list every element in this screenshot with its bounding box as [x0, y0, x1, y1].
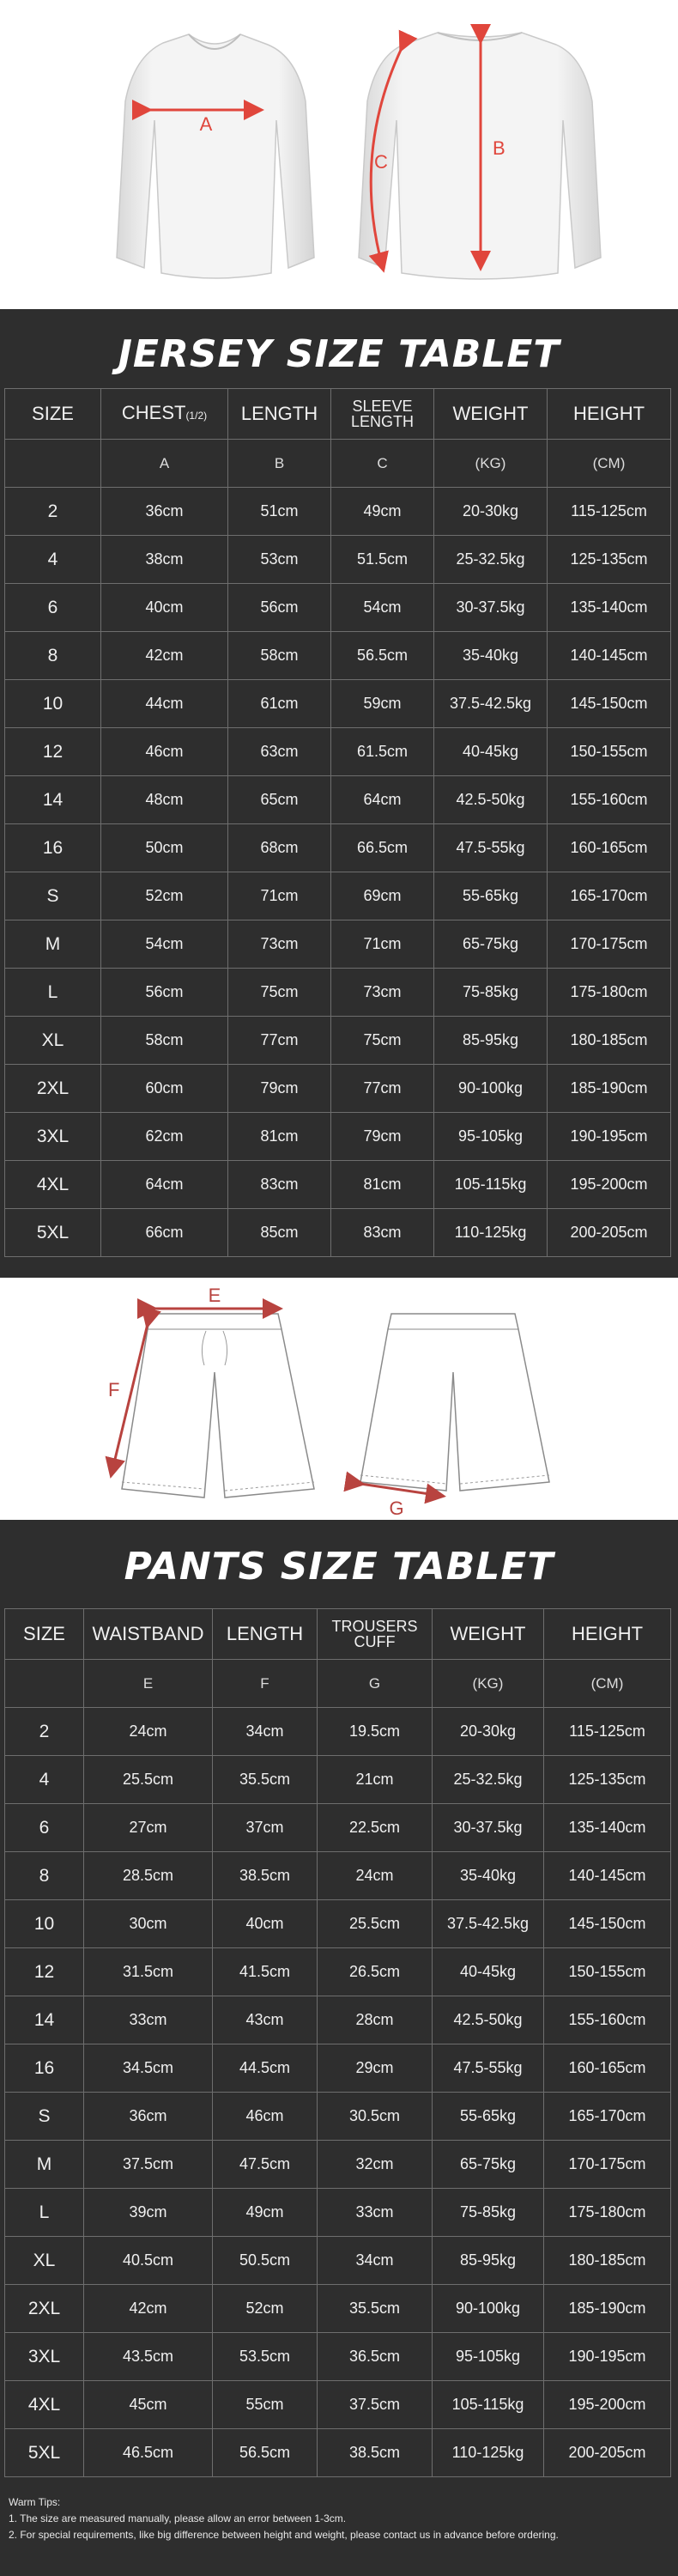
value-cell-c3: 49cm [331, 488, 434, 536]
table-row [5, 920, 671, 969]
value-cell-height: 145-150cm [544, 1900, 671, 1948]
value-cell-weight: 65-75kg [433, 2141, 544, 2189]
measure-f-label: F [108, 1379, 120, 1400]
header-length: LENGTH [228, 389, 331, 440]
value-cell-c1: 31.5cm [84, 1948, 213, 1996]
table-row [5, 2044, 671, 2093]
size-cell: 12 [5, 728, 101, 776]
value-cell-c1: 24cm [84, 1708, 213, 1756]
value-cell-c3: 51.5cm [331, 536, 434, 584]
value-cell-height: 200-205cm [548, 1209, 671, 1257]
size-cell: 14 [5, 1996, 84, 2044]
value-cell-weight: 55-65kg [434, 872, 548, 920]
table-row [5, 1065, 671, 1113]
size-cell: 3XL [5, 2333, 84, 2381]
value-cell-height: 160-165cm [544, 2044, 671, 2093]
value-cell-weight: 30-37.5kg [434, 584, 548, 632]
value-cell-weight: 85-95kg [433, 2237, 544, 2285]
table-row [5, 1708, 671, 1756]
pants-front [122, 1314, 314, 1498]
value-cell-c2: 49cm [213, 2189, 318, 2237]
size-cell: 2XL [5, 1065, 101, 1113]
value-cell-c2: 35.5cm [213, 1756, 318, 1804]
table-row [5, 2285, 671, 2333]
value-cell-weight: 110-125kg [433, 2429, 544, 2477]
value-cell-c2: 65cm [228, 776, 331, 824]
size-cell: 4XL [5, 2381, 84, 2429]
value-cell-c1: 52cm [101, 872, 228, 920]
table-row [5, 680, 671, 728]
tips-heading: Warm Tips: [9, 2496, 61, 2508]
value-cell-c1: 50cm [101, 824, 228, 872]
value-cell-height: 155-160cm [548, 776, 671, 824]
size-cell: L [5, 969, 101, 1017]
value-cell-weight: 20-30kg [434, 488, 548, 536]
table-row [5, 728, 671, 776]
value-cell-c2: 77cm [228, 1017, 331, 1065]
size-cell: XL [5, 1017, 101, 1065]
value-cell-height: 190-195cm [544, 2333, 671, 2381]
header-height: HEIGHT [544, 1609, 671, 1660]
size-cell: 2XL [5, 2285, 84, 2333]
tip-item: 1. The size are measured manually, please allow an error between 1-3cm. [9, 2512, 347, 2524]
value-cell-c3: 71cm [331, 920, 434, 969]
value-cell-c2: 43cm [213, 1996, 318, 2044]
value-cell-c2: 41.5cm [213, 1948, 318, 1996]
value-cell-c1: 42cm [101, 632, 228, 680]
value-cell-c3: 34cm [318, 2237, 433, 2285]
value-cell-height: 135-140cm [544, 1804, 671, 1852]
value-cell-c1: 40.5cm [84, 2237, 213, 2285]
measure-c-label: C [374, 151, 388, 173]
table-row [5, 632, 671, 680]
header-cuff-line2: CUFF [354, 1633, 396, 1650]
table-header-row [5, 1609, 671, 1660]
value-cell-c3: 28cm [318, 1996, 433, 2044]
table-row [5, 1756, 671, 1804]
value-cell-height: 185-190cm [544, 2285, 671, 2333]
value-cell-c1: 42cm [84, 2285, 213, 2333]
value-cell-c3: 32cm [318, 2141, 433, 2189]
value-cell-height: 170-175cm [544, 2141, 671, 2189]
table-row [5, 584, 671, 632]
value-cell-c3: 81cm [331, 1161, 434, 1209]
value-cell-c3: 77cm [331, 1065, 434, 1113]
value-cell-height: 180-185cm [544, 2237, 671, 2285]
letter-cell: C [331, 440, 434, 488]
pants-table-title: PANTS SIZE TABLET [124, 1545, 554, 1589]
value-cell-height: 125-135cm [548, 536, 671, 584]
table-row [5, 1804, 671, 1852]
value-cell-c3: 54cm [331, 584, 434, 632]
value-cell-c2: 56.5cm [213, 2429, 318, 2477]
size-cell: XL [5, 2237, 84, 2285]
value-cell-height: 115-125cm [544, 1708, 671, 1756]
value-cell-c2: 53.5cm [213, 2333, 318, 2381]
value-cell-c3: 35.5cm [318, 2285, 433, 2333]
value-cell-weight: 25-32.5kg [433, 1756, 544, 1804]
value-cell-c1: 62cm [101, 1113, 228, 1161]
header-trousers-cuff [318, 1609, 433, 1660]
table-row [5, 2189, 671, 2237]
value-cell-c2: 68cm [228, 824, 331, 872]
value-cell-c3: 79cm [331, 1113, 434, 1161]
value-cell-weight: 42.5-50kg [434, 776, 548, 824]
jersey-size-panel [0, 309, 678, 1278]
size-cell: 5XL [5, 2429, 84, 2477]
value-cell-weight: 35-40kg [434, 632, 548, 680]
table-row [5, 1996, 671, 2044]
header-sleeve-line2: LENGTH [350, 413, 414, 430]
size-cell: 6 [5, 1804, 84, 1852]
value-cell-c2: 46cm [213, 2093, 318, 2141]
value-cell-c2: 37cm [213, 1804, 318, 1852]
header-chest-label: CHEST [121, 401, 186, 423]
value-cell-c3: 69cm [331, 872, 434, 920]
header-weight: WEIGHT [433, 1609, 544, 1660]
value-cell-height: 185-190cm [548, 1065, 671, 1113]
value-cell-weight: 47.5-55kg [434, 824, 548, 872]
value-cell-c3: 26.5cm [318, 1948, 433, 1996]
value-cell-c1: 44cm [101, 680, 228, 728]
table-row [5, 536, 671, 584]
value-cell-weight: 105-115kg [434, 1161, 548, 1209]
value-cell-weight: 95-105kg [433, 2333, 544, 2381]
value-cell-weight: 90-100kg [433, 2285, 544, 2333]
value-cell-c2: 38.5cm [213, 1852, 318, 1900]
value-cell-c3: 83cm [331, 1209, 434, 1257]
value-cell-c2: 58cm [228, 632, 331, 680]
value-cell-weight: 42.5-50kg [433, 1996, 544, 2044]
value-cell-c3: 30.5cm [318, 2093, 433, 2141]
table-row [5, 1161, 671, 1209]
value-cell-height: 115-125cm [548, 488, 671, 536]
value-cell-c2: 56cm [228, 584, 331, 632]
table-row [5, 2093, 671, 2141]
jersey-illustration [0, 0, 678, 309]
value-cell-c1: 48cm [101, 776, 228, 824]
value-cell-height: 150-155cm [544, 1948, 671, 1996]
value-cell-c2: 44.5cm [213, 2044, 318, 2093]
value-cell-c1: 60cm [101, 1065, 228, 1113]
value-cell-c3: 66.5cm [331, 824, 434, 872]
header-waistband: WAISTBAND [84, 1609, 213, 1660]
letter-cell [5, 1660, 84, 1708]
value-cell-c2: 75cm [228, 969, 331, 1017]
value-cell-c2: 40cm [213, 1900, 318, 1948]
value-cell-height: 190-195cm [548, 1113, 671, 1161]
value-cell-weight: 37.5-42.5kg [434, 680, 548, 728]
header-length: LENGTH [213, 1609, 318, 1660]
value-cell-weight: 40-45kg [433, 1948, 544, 1996]
value-cell-c1: 27cm [84, 1804, 213, 1852]
value-cell-c2: 73cm [228, 920, 331, 969]
value-cell-weight: 110-125kg [434, 1209, 548, 1257]
header-chest-sub: (1/2) [185, 409, 208, 422]
warm-tips [9, 2494, 669, 2543]
value-cell-weight: 35-40kg [433, 1852, 544, 1900]
table-row [5, 1900, 671, 1948]
size-cell: 3XL [5, 1113, 101, 1161]
value-cell-c2: 63cm [228, 728, 331, 776]
value-cell-c3: 73cm [331, 969, 434, 1017]
value-cell-weight: 25-32.5kg [434, 536, 548, 584]
pants-diagram [0, 1278, 678, 1520]
table-row [5, 1948, 671, 1996]
value-cell-height: 180-185cm [548, 1017, 671, 1065]
value-cell-height: 195-200cm [548, 1161, 671, 1209]
header-weight: WEIGHT [434, 389, 548, 440]
value-cell-weight: 90-100kg [434, 1065, 548, 1113]
value-cell-c3: 37.5cm [318, 2381, 433, 2429]
pants-back [360, 1314, 549, 1491]
value-cell-height: 195-200cm [544, 2381, 671, 2429]
letter-cell [5, 440, 101, 488]
letter-cell: G [318, 1660, 433, 1708]
value-cell-height: 145-150cm [548, 680, 671, 728]
value-cell-height: 150-155cm [548, 728, 671, 776]
value-cell-c1: 46.5cm [84, 2429, 213, 2477]
value-cell-height: 135-140cm [548, 584, 671, 632]
value-cell-c2: 55cm [213, 2381, 318, 2429]
value-cell-weight: 75-85kg [433, 2189, 544, 2237]
value-cell-height: 160-165cm [548, 824, 671, 872]
value-cell-c3: 36.5cm [318, 2333, 433, 2381]
value-cell-c3: 25.5cm [318, 1900, 433, 1948]
size-cell: S [5, 872, 101, 920]
table-row [5, 2333, 671, 2381]
jersey-front [117, 34, 314, 278]
value-cell-weight: 105-115kg [433, 2381, 544, 2429]
jersey-table-title: JERSEY SIZE TABLET [118, 332, 560, 376]
value-cell-height: 140-145cm [548, 632, 671, 680]
value-cell-weight: 30-37.5kg [433, 1804, 544, 1852]
letter-cell: F [213, 1660, 318, 1708]
value-cell-weight: 65-75kg [434, 920, 548, 969]
letter-cell: (CM) [544, 1660, 671, 1708]
value-cell-height: 165-170cm [548, 872, 671, 920]
value-cell-c3: 75cm [331, 1017, 434, 1065]
value-cell-weight: 20-30kg [433, 1708, 544, 1756]
size-cell: 4XL [5, 1161, 101, 1209]
header-size: SIZE [5, 389, 101, 440]
value-cell-c2: 83cm [228, 1161, 331, 1209]
value-cell-c2: 47.5cm [213, 2141, 318, 2189]
jersey-diagram [0, 0, 678, 309]
measure-b-label: B [493, 137, 505, 159]
value-cell-c3: 56.5cm [331, 632, 434, 680]
value-cell-c2: 71cm [228, 872, 331, 920]
header-sleeve-length [331, 389, 434, 440]
value-cell-c1: 46cm [101, 728, 228, 776]
value-cell-height: 125-135cm [544, 1756, 671, 1804]
value-cell-c1: 36cm [84, 2093, 213, 2141]
table-row [5, 488, 671, 536]
value-cell-c1: 56cm [101, 969, 228, 1017]
table-row [5, 2141, 671, 2189]
value-cell-c2: 79cm [228, 1065, 331, 1113]
size-cell: 10 [5, 1900, 84, 1948]
pants-size-table [4, 1608, 671, 2477]
value-cell-c3: 21cm [318, 1756, 433, 1804]
header-chest [101, 389, 228, 440]
value-cell-c3: 64cm [331, 776, 434, 824]
value-cell-weight: 37.5-42.5kg [433, 1900, 544, 1948]
size-cell: 14 [5, 776, 101, 824]
value-cell-c2: 52cm [213, 2285, 318, 2333]
value-cell-weight: 55-65kg [433, 2093, 544, 2141]
letter-cell: (KG) [433, 1660, 544, 1708]
letter-cell: (CM) [548, 440, 671, 488]
table-row [5, 2381, 671, 2429]
value-cell-c2: 85cm [228, 1209, 331, 1257]
size-cell: L [5, 2189, 84, 2237]
measure-g-label: G [389, 1498, 404, 1519]
table-row [5, 872, 671, 920]
measure-letter-row [5, 440, 671, 488]
value-cell-c3: 19.5cm [318, 1708, 433, 1756]
header-sleeve-line1: SLEEVE [352, 398, 413, 415]
value-cell-weight: 40-45kg [434, 728, 548, 776]
size-cell: S [5, 2093, 84, 2141]
table-header-row [5, 389, 671, 440]
value-cell-c2: 34cm [213, 1708, 318, 1756]
value-cell-height: 155-160cm [544, 1996, 671, 2044]
table-row [5, 1017, 671, 1065]
value-cell-height: 175-180cm [544, 2189, 671, 2237]
jersey-size-table [4, 388, 671, 1257]
table-row [5, 969, 671, 1017]
value-cell-c1: 39cm [84, 2189, 213, 2237]
value-cell-c1: 54cm [101, 920, 228, 969]
table-row [5, 1852, 671, 1900]
letter-cell: (KG) [434, 440, 548, 488]
table-row [5, 824, 671, 872]
size-cell: 4 [5, 536, 101, 584]
value-cell-c3: 38.5cm [318, 2429, 433, 2477]
letter-cell: E [84, 1660, 213, 1708]
value-cell-height: 200-205cm [544, 2429, 671, 2477]
header-cuff-line1: TROUSERS [331, 1618, 418, 1635]
value-cell-c1: 37.5cm [84, 2141, 213, 2189]
table-row [5, 2429, 671, 2477]
value-cell-c3: 33cm [318, 2189, 433, 2237]
size-cell: M [5, 2141, 84, 2189]
value-cell-c1: 28.5cm [84, 1852, 213, 1900]
size-cell: 2 [5, 1708, 84, 1756]
measure-letter-row [5, 1660, 671, 1708]
value-cell-c1: 30cm [84, 1900, 213, 1948]
value-cell-c2: 51cm [228, 488, 331, 536]
value-cell-c1: 25.5cm [84, 1756, 213, 1804]
value-cell-c3: 59cm [331, 680, 434, 728]
value-cell-c1: 43.5cm [84, 2333, 213, 2381]
value-cell-weight: 75-85kg [434, 969, 548, 1017]
value-cell-weight: 85-95kg [434, 1017, 548, 1065]
size-cell: 8 [5, 632, 101, 680]
measure-e-label: E [208, 1285, 221, 1306]
value-cell-weight: 47.5-55kg [433, 2044, 544, 2093]
value-cell-c1: 34.5cm [84, 2044, 213, 2093]
value-cell-height: 175-180cm [548, 969, 671, 1017]
value-cell-c1: 33cm [84, 1996, 213, 2044]
value-cell-c1: 36cm [101, 488, 228, 536]
size-cell: 8 [5, 1852, 84, 1900]
value-cell-c3: 24cm [318, 1852, 433, 1900]
value-cell-c1: 38cm [101, 536, 228, 584]
value-cell-c1: 40cm [101, 584, 228, 632]
header-height: HEIGHT [548, 389, 671, 440]
value-cell-c2: 50.5cm [213, 2237, 318, 2285]
size-cell: 10 [5, 680, 101, 728]
value-cell-c1: 66cm [101, 1209, 228, 1257]
table-row [5, 776, 671, 824]
value-cell-weight: 95-105kg [434, 1113, 548, 1161]
value-cell-height: 165-170cm [544, 2093, 671, 2141]
table-row [5, 1209, 671, 1257]
size-cell: 6 [5, 584, 101, 632]
table-row [5, 2237, 671, 2285]
size-cell: 16 [5, 824, 101, 872]
letter-cell: B [228, 440, 331, 488]
size-cell: 4 [5, 1756, 84, 1804]
value-cell-c2: 61cm [228, 680, 331, 728]
table-row [5, 1113, 671, 1161]
value-cell-height: 170-175cm [548, 920, 671, 969]
header-size: SIZE [5, 1609, 84, 1660]
value-cell-c3: 22.5cm [318, 1804, 433, 1852]
value-cell-c1: 64cm [101, 1161, 228, 1209]
measure-a-label: A [199, 113, 213, 135]
size-cell: 5XL [5, 1209, 101, 1257]
value-cell-c2: 81cm [228, 1113, 331, 1161]
value-cell-c1: 45cm [84, 2381, 213, 2429]
value-cell-c1: 58cm [101, 1017, 228, 1065]
size-cell: 2 [5, 488, 101, 536]
size-cell: M [5, 920, 101, 969]
pants-illustration [0, 1278, 678, 1520]
value-cell-c2: 53cm [228, 536, 331, 584]
size-cell: 12 [5, 1948, 84, 1996]
value-cell-c3: 61.5cm [331, 728, 434, 776]
value-cell-c3: 29cm [318, 2044, 433, 2093]
value-cell-height: 140-145cm [544, 1852, 671, 1900]
size-cell: 16 [5, 2044, 84, 2093]
pants-size-panel [0, 1520, 678, 2576]
letter-cell: A [101, 440, 228, 488]
tip-item: 2. For special requirements, like big difference between height and weight, please contact us in advance before ordering. [9, 2529, 559, 2541]
